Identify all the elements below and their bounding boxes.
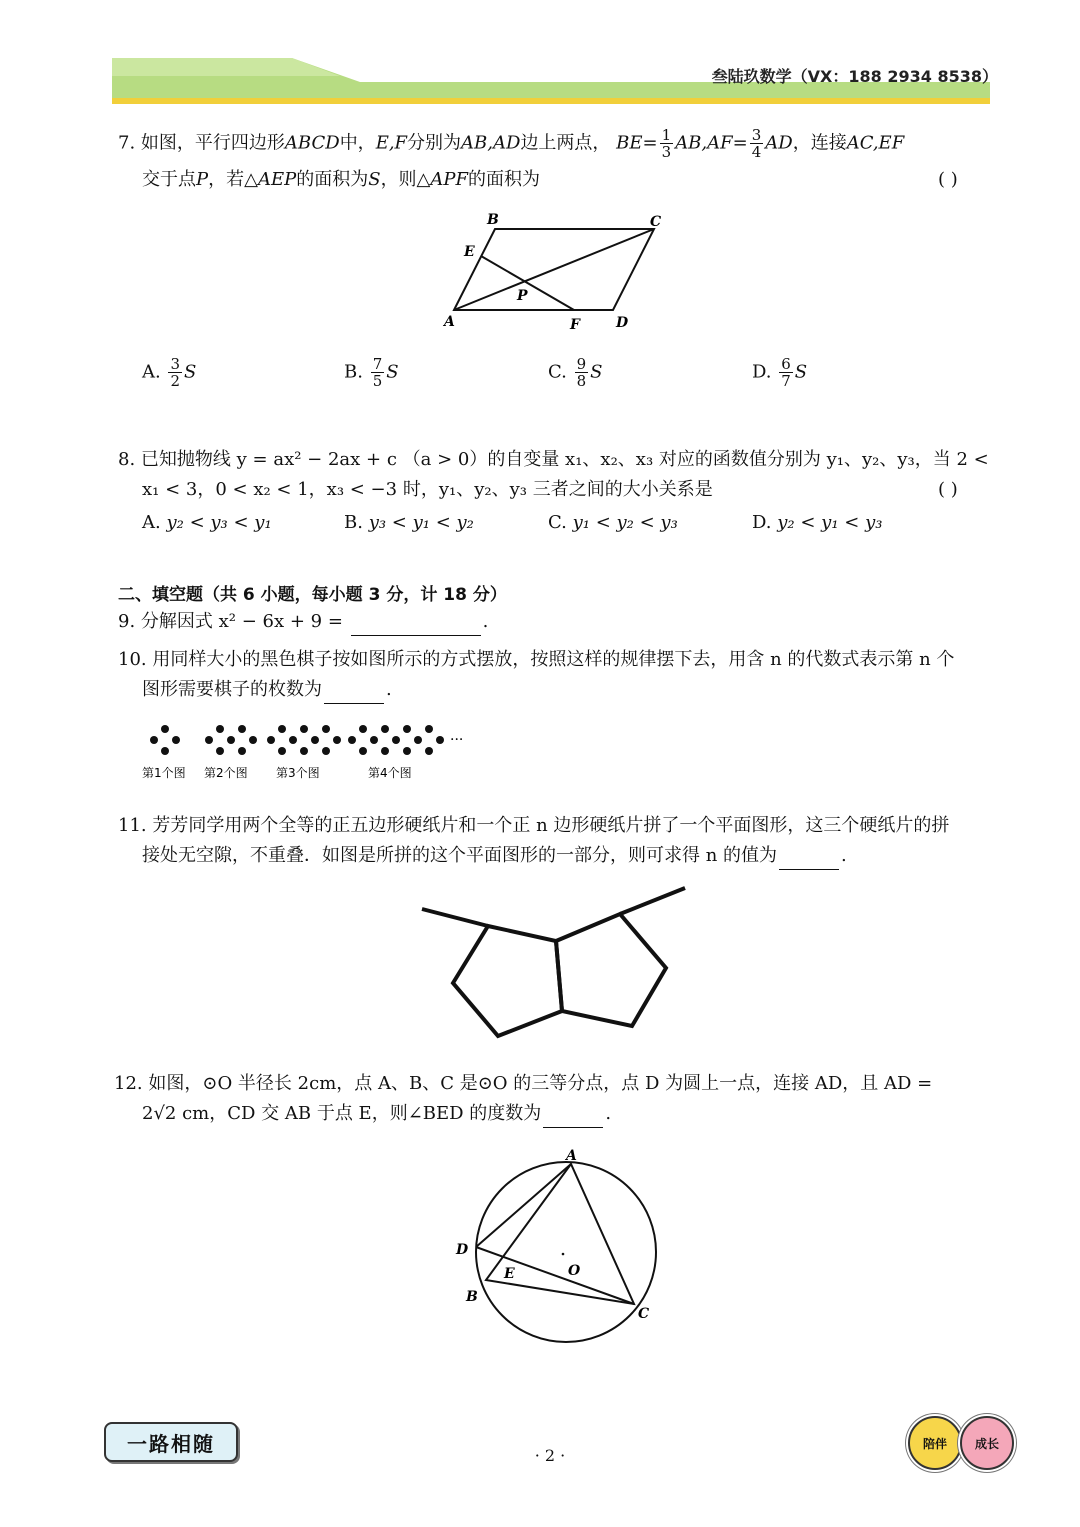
pentagon-right: [556, 914, 666, 1026]
q7-eq: =: [732, 132, 748, 154]
q8-option-b[interactable]: [344, 512, 474, 533]
q7-text: 的面积为: [296, 169, 369, 190]
circle-o: [476, 1162, 656, 1342]
header-decoration: [0, 0, 1080, 110]
footer-circle-grow-text: 成长: [974, 1436, 999, 1451]
option-letter: D.: [752, 512, 772, 533]
pattern-4: [348, 725, 444, 755]
q7-text: ，则△: [380, 169, 431, 190]
q11-text: 接处无空隙，不重叠．如图是所拼的这个平面图形的一部分，则可求得 n 的值为: [142, 845, 778, 866]
option-var: S: [386, 361, 399, 383]
q9-number: 9.: [118, 611, 136, 632]
q10-number: 10.: [118, 649, 147, 670]
q7-text: ，连接: [792, 132, 847, 154]
q7-var: S: [368, 169, 381, 190]
option-letter: B.: [344, 361, 363, 383]
q11-text: 芳芳同学用两个全等的正五边形硬纸片和一个正 n 边形硬纸片拼了一个平面图形，这三个硬纸片的拼: [152, 815, 950, 836]
q7-parallelogram-figure: [440, 208, 680, 338]
q7-option-a[interactable]: [142, 356, 196, 389]
left-edge-extension: [422, 909, 488, 926]
option-letter: A.: [142, 361, 161, 383]
q7-option-d[interactable]: [752, 356, 807, 389]
page-number: · 2 ·: [534, 1446, 566, 1465]
q7-text: 如图，平行四边形: [140, 132, 285, 154]
footer-badge: [104, 1422, 238, 1462]
q7-text: 边上两点，: [520, 132, 611, 154]
option-letter: B.: [344, 512, 363, 533]
label-e: E: [464, 244, 475, 260]
option-var: S: [590, 361, 603, 383]
q12-answer-blank[interactable]: [543, 1107, 603, 1128]
q9-answer-blank[interactable]: [351, 615, 481, 636]
option-letter: C.: [548, 361, 567, 383]
pattern-caption-2: 第2个图: [204, 766, 248, 780]
pattern-1: [150, 725, 180, 755]
q7-line1: [118, 127, 904, 160]
section-title-fill-in: 二、填空题（共 6 小题，每小题 3 分，计 18 分）: [118, 585, 507, 605]
q12-number: 12.: [114, 1073, 143, 1094]
q10-end: .: [386, 679, 392, 700]
option-fraction: $\frac{9}{8}$: [576, 355, 587, 390]
option-text: y₃ < y₁ < y₂: [368, 512, 474, 533]
label-f: F: [570, 317, 580, 333]
q7-var: AB,AF: [675, 132, 733, 154]
q10-pattern-figure: [140, 720, 480, 790]
pattern-ellipsis: ···: [450, 732, 464, 748]
q10-text: 图形需要棋子的枚数为: [142, 679, 322, 700]
pattern-2: [205, 725, 257, 755]
q11-number: 11.: [118, 815, 147, 836]
label-c: C: [638, 1306, 650, 1322]
label-o: O: [568, 1263, 581, 1279]
q7-var: BE: [616, 132, 643, 154]
q12-text: 2√2 cm，CD 交 AB 于点 E，则∠BED 的度数为: [142, 1103, 542, 1124]
q7-var: APF: [430, 169, 469, 190]
q12-end: .: [605, 1103, 612, 1124]
footer-circle-grow: [960, 1416, 1014, 1470]
q7-text: 的面积为: [468, 169, 541, 190]
pentagon-left: [453, 926, 562, 1036]
q9-text: 分解因式 x² − 6x + 9 =: [140, 611, 343, 632]
footer-badge-text: 一路相随: [127, 1431, 215, 1456]
segment-ad: [476, 1164, 571, 1247]
q7-var: E,F: [375, 132, 408, 154]
footer-circle-accompany: [908, 1416, 962, 1470]
header-band: [0, 0, 1080, 110]
pattern-caption-3: 第3个图: [276, 766, 320, 780]
q7-var: AD: [765, 132, 793, 154]
label-d: D: [616, 315, 629, 331]
q12-text: 如图，⊙O 半径长 2cm，点 A、B、C 是⊙O 的三等分点，点 D 为圆上一点，连接 AD，且 AD =: [148, 1073, 933, 1094]
q7-var: ABCD: [284, 132, 340, 154]
q7-option-c[interactable]: [548, 356, 602, 389]
q10-text: 用同样大小的黑色棋子按如图所示的方式摆放，按照这样的规律摆下去，用含 n 的代数式表示第 n 个: [152, 649, 955, 670]
q11-end: .: [841, 845, 847, 866]
label-b: B: [466, 1289, 478, 1305]
pattern-3: [267, 725, 341, 755]
q9-end: .: [482, 611, 489, 632]
q7-var: P: [196, 169, 209, 190]
option-letter: D.: [752, 361, 772, 383]
q8-text: 已知抛物线 y = ax² − 2ax + c （a > 0）的自变量 x₁、x₂、x₃ 对应的函数值分别为 y₁、y₂、y₃，当 2 <: [140, 449, 989, 470]
q11-line2: [142, 842, 847, 870]
q11-pentagon-figure: [410, 880, 700, 1050]
option-text: y₂ < y₃ < y₁: [166, 512, 272, 533]
pattern-caption-4: 第4个图: [368, 766, 412, 780]
q10-answer-blank[interactable]: [324, 683, 384, 704]
q7-text: 分别为: [407, 132, 462, 154]
label-d: D: [456, 1242, 469, 1258]
q12-circle-figure: [440, 1140, 680, 1360]
q7-fraction-1: $\frac{1}{3}$: [661, 126, 672, 161]
q7-fraction-2: $\frac{3}{4}$: [751, 126, 762, 161]
q7-text: 中，: [339, 132, 376, 154]
q8-line1: [118, 446, 989, 474]
q7-eq: =: [642, 132, 658, 154]
option-letter: A.: [142, 512, 161, 533]
q12-line1: [114, 1070, 932, 1098]
q11-answer-blank[interactable]: [779, 849, 839, 870]
q9-line: [118, 608, 488, 636]
q7-var: AEP: [257, 169, 297, 190]
q7-text: ，若△: [208, 169, 258, 190]
triangle-abc: [486, 1164, 634, 1304]
q11-line1: [118, 812, 949, 840]
q7-option-b[interactable]: [344, 356, 399, 389]
pattern-caption-1: 第1个图: [142, 766, 186, 780]
label-a: A: [444, 314, 455, 330]
option-fraction: $\frac{7}{5}$: [372, 355, 383, 390]
q10-line1: [118, 646, 954, 674]
option-var: S: [184, 361, 197, 383]
label-p: P: [517, 288, 528, 304]
q8-number: 8.: [118, 449, 136, 470]
q8-option-d[interactable]: [752, 512, 882, 533]
option-letter: C.: [548, 512, 567, 533]
option-fraction: $\frac{6}{7}$: [781, 355, 791, 390]
option-fraction: $\frac{3}{2}$: [170, 355, 181, 390]
q8-option-c[interactable]: [548, 512, 678, 533]
q7-number: 7.: [118, 132, 136, 154]
option-var: S: [794, 361, 808, 383]
option-text: y₁ < y₂ < y₃: [572, 512, 678, 533]
q8-answer-paren: ( ): [938, 479, 958, 500]
q7-text: 交于点: [142, 169, 196, 190]
q7-var: AB,AD: [461, 132, 521, 154]
label-c: C: [650, 214, 662, 230]
q7-answer-paren: ( ): [938, 169, 958, 190]
segment-cd: [476, 1247, 634, 1304]
footer-circle-accompany-text: 陪伴: [922, 1436, 947, 1451]
label-b: B: [487, 212, 499, 228]
q7-var: AC,EF: [846, 132, 905, 154]
q10-line2: [142, 676, 392, 704]
q12-line2: [142, 1100, 611, 1128]
label-a: A: [566, 1148, 577, 1164]
q8-option-a[interactable]: [142, 512, 272, 533]
header-title: 叁陆玖数学（VX：188 2934 8538）: [711, 67, 998, 86]
q7-line2: [142, 166, 540, 194]
center-point: [562, 1253, 565, 1256]
option-text: y₂ < y₁ < y₃: [777, 512, 883, 533]
label-e: E: [504, 1266, 515, 1282]
right-edge-extension: [620, 888, 685, 914]
q8-line2: x₁ < 3，0 < x₂ < 1，x₃ < −3 时，y₁、y₂、y₃ 三者之间的大小关系是: [142, 479, 713, 500]
